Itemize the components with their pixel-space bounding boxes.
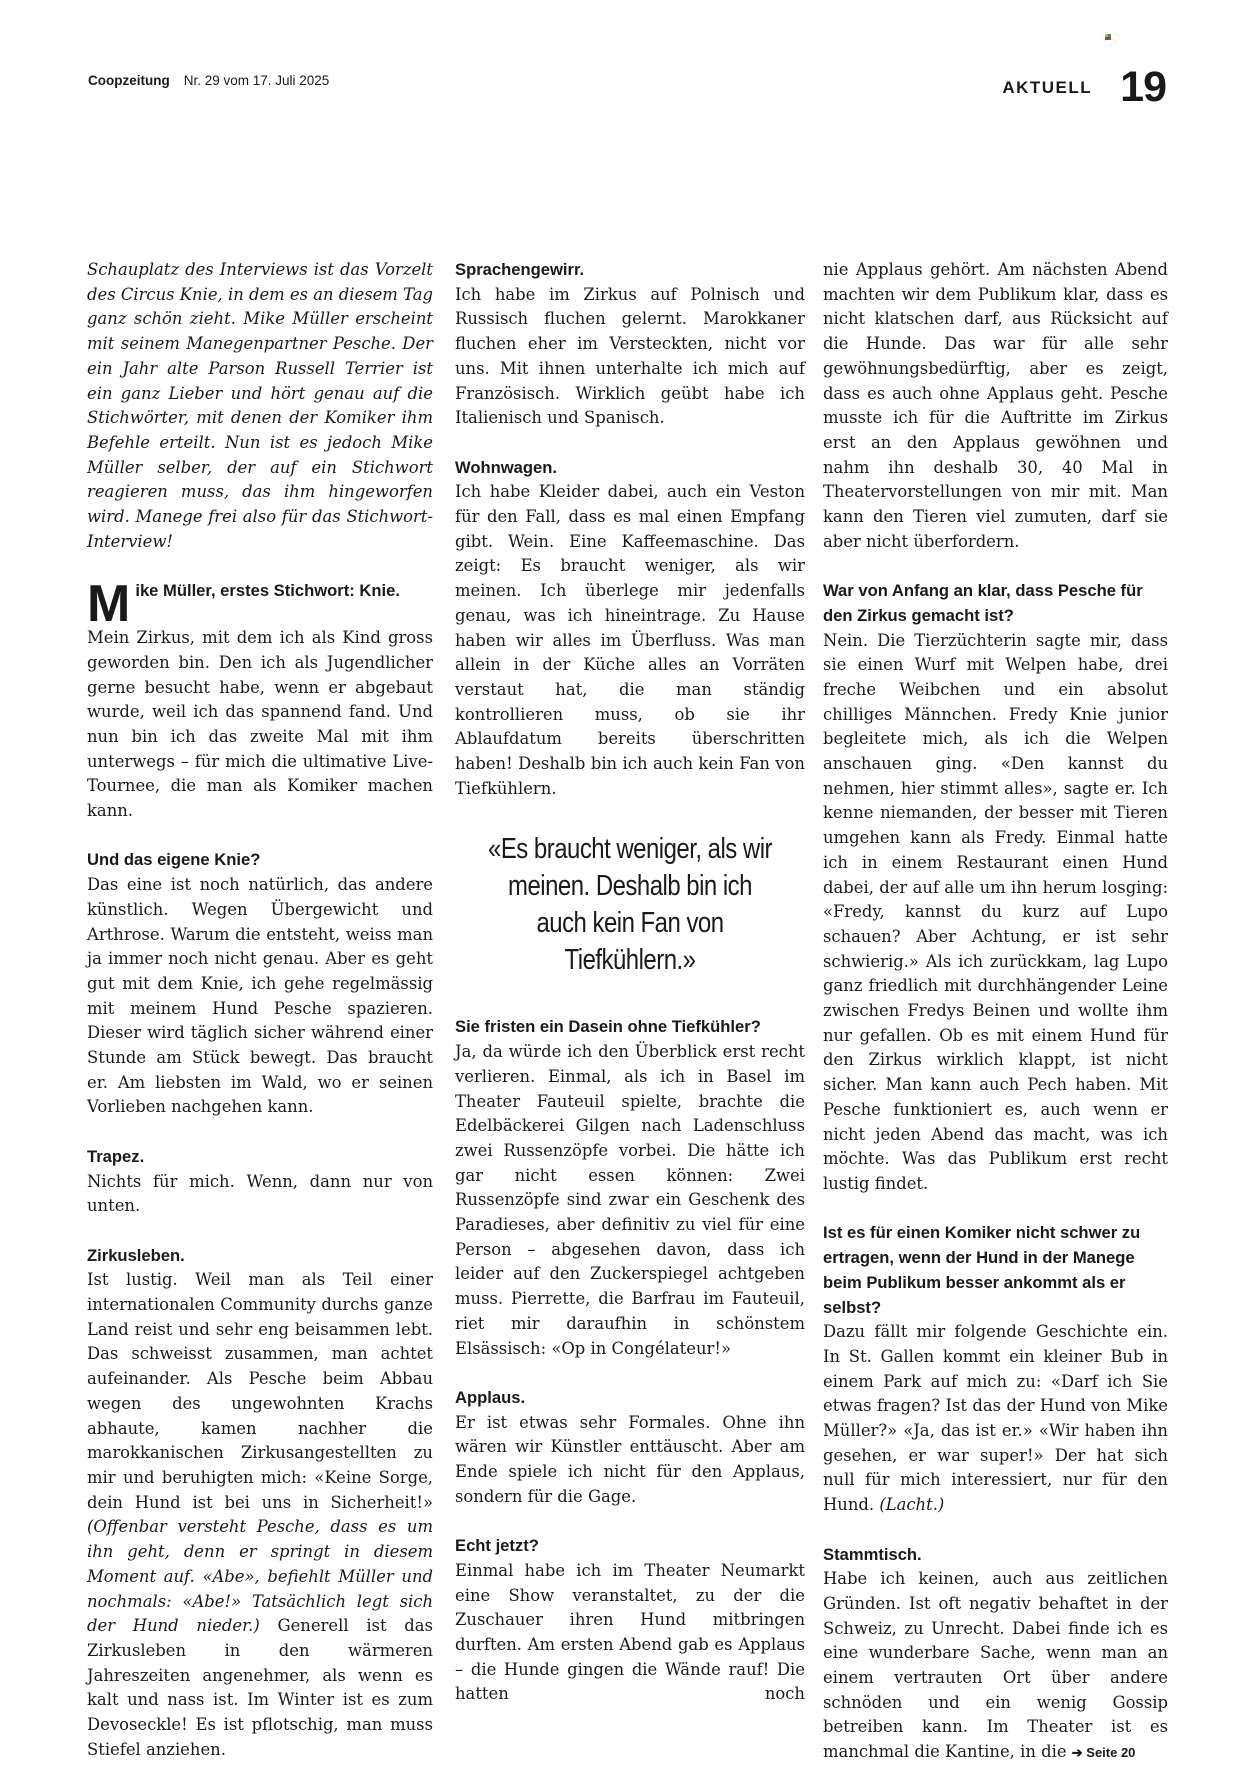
question-applaus: Applaus. <box>455 1387 526 1407</box>
question-sprachengewirr: Sprachengewirr. <box>455 260 585 279</box>
column-3 <box>823 258 1168 1766</box>
column-1 <box>87 258 433 1762</box>
answer-wohnwagen: Ich habe Kleider dabei, auch ein Veston für den Fall, dass es mal einen Empfang gibt. Wein. Eine Kaffeemaschine. Das zeigt: Es braucht weniger, als wir meinen. Ich überlege mir jedenfalls genau, was ich hineintrage. Zu Hause haben wir alles im Überfluss. Was man allein in der Küche alles an Vorräten verstaut hat, die man ständig kontrollieren muss, ob sie ihr Ablaufdatum bereits überschritten haben! Deshalb bin ich auch kein Fan von Tiefkühlern. <box>455 482 805 798</box>
answer-eigene-knie: Das eine ist noch natürlich, das andere künstlich. Wegen Übergewicht und Arthrose. Warum die entsteht, weiss man ja immer noch nicht genau. Aber es geht gut mit dem Knie, ich gehe regelmässig mit meinem Hund Pesche spazieren. Dieser wird täglich sicher während einer Stunde am Stück bewegt. Das braucht er. Am liebsten im Wald, wo er seinen Vorlieben nachgehen kann. <box>87 875 433 1117</box>
page-number: 19 <box>1120 63 1166 111</box>
answer-zirkusleben-part1: Ist lustig. Weil man als Teil einer internationalen Community durchs ganze Land reist und sehr eng beisammen lebt. Das schweisst zusammen, man achtet aufeinander. Als Pesche beim Abbau wegen des ungewohnten Krachs abhaute, kamen nachher die marokkanischen Zirkusangestellten zu mir und beruhigten mich: «Keine Sorge, dein Hund ist bei uns in Sicherheit!» <box>87 1270 433 1512</box>
page-header-right <box>1002 63 1166 111</box>
question-komiker: Ist es für einen Komiker nicht schwer zu ertragen, wenn der Hund in der Manege beim Publikum besser ankommt als er selbst? <box>823 1223 1141 1317</box>
pull-quote: «Es braucht weniger, als wir meinen. Deshalb bin ich auch kein Fan von Tiefkühlern.» <box>488 833 772 977</box>
question-trapez: Trapez. <box>87 1146 145 1166</box>
lead-heading: ike Müller, erstes Stichwort: Knie. <box>135 581 400 601</box>
answer-trapez: Nichts für mich. Wenn, dann nur von unten. <box>87 1171 433 1216</box>
question-eigene-knie: Und das eigene Knie? <box>87 850 261 870</box>
answer-sprachengewirr: Ich habe im Zirkus auf Polnisch und Russisch fluchen gelernt. Marokkaner fluchen eher im Versteckten, nicht vor uns. Mit ihnen unterhalte ich mich auf Französisch. Wirklich geübt habe ich Italienisch und Spanisch. <box>455 284 805 428</box>
answer-zirkusleben-part2: Generell ist das Zirkusleben in den wärmeren Jahreszeiten angenehmer, als wenn es kalt und nass ist. Im Winter ist es zum Devoseckle! Es ist pflotschig, man muss Stiefel anziehen. <box>87 1616 433 1759</box>
question-tiefkuehler: Sie fristen ein Dasein ohne Tiefkühler? <box>455 1017 761 1037</box>
answer-echt-jetzt-part1: Einmal habe ich im Theater Neumarkt eine Show veranstaltet, zu der die Zuschauer ihren Hund mitbringen durften. Am ersten Abend gab es Applaus – die Hunde gingen die Wände rauf! Die hatten noch <box>455 1560 805 1704</box>
answer-stammtisch <box>823 1567 1168 1766</box>
lead-block <box>87 575 433 824</box>
print-color-mark <box>1105 34 1112 41</box>
column-2 <box>455 258 805 1707</box>
publication-name: Coopzeitung <box>88 73 170 88</box>
question-stammtisch: Stammtisch. <box>823 1544 922 1564</box>
question-echt-jetzt: Echt jetzt? <box>455 1536 539 1556</box>
answer-echt-jetzt-part2: nie Applaus gehört. Am nächsten Abend machten wir dem Publikum klar, dass es nicht klatschen darf, aus Rücksicht auf die Hunde. Das war für alle sehr gewöhnungsbedürftig, aber es zeigt, dass es auch ohne Applaus geht. Pesche musste ich für die Auftritte im Zirkus erst an den Applaus gewöhnen und nahm ihn deshalb 30, 40 Mal in Theatervorstellungen von mir mit. Man kann den Tieren viel zumuten, darf sie aber nicht überfordern. <box>823 260 1168 551</box>
answer-zirkusleben <box>87 1268 433 1762</box>
answer-stammtisch-text: Habe ich keinen, auch aus zeitlichen Gründen. Ist oft negativ behaftet in der Schweiz, zu Unrecht. Dabei finde ich es eine wunderbare Sache, wenn man an einem vertrauten Ort über andere schnöden und ein wenig Gossip betreiben kann. Im Theater ist es manchmal die Kantine, in die <box>823 1569 1168 1762</box>
lead-body: Mein Zirkus, mit dem ich als Kind gross geworden bin. Den ich als Jugendlicher gerne besucht habe, wenn er abgebaut wurde, weil ich das spannend fand. Und nun bin ich das zweite Mal mit ihm unterwegs – für mich die ultimative Live-Tournee, die man als Komiker machen kann. <box>87 628 433 821</box>
intro-paragraph: Schauplatz des Interviews ist das Vorzelt des Circus Knie, in dem es an diesem Tag ganz schön zieht. Mike Müller erscheint mit seinem Manegenpartner Pesche. Der ein Jahr alte Parson Russell Terrier ist ein ganz Lieber und hört genau auf die Stichwörter, mit denen der Komiker ihm Befehle erteilt. Nun ist es jedoch Mike Müller selber, der auf ein Stichwort reagieren muss, das ihm hingeworfen wird. Manege frei also für das Stichwort-Interview! <box>87 260 433 551</box>
answer-komiker <box>823 1320 1168 1518</box>
question-wohnwagen: Wohnwagen. <box>455 457 558 477</box>
answer-komiker-aside: (Lacht.) <box>879 1495 945 1515</box>
question-zirkusleben: Zirkusleben. <box>87 1245 185 1265</box>
answer-komiker-text: Dazu fällt mir folgende Geschichte ein. In St. Gallen kommt ein kleiner Bub in einem Park auf mich zu: «Darf ich Sie etwas fragen? Ist das der Hund von Mike Müller?» «Ja, das ist er.» «Wir haben ihn gesehen, er war super!» Der hat sich null für mich interessiert, nur für den Hund. <box>823 1322 1168 1515</box>
dropcap: M <box>87 575 131 634</box>
answer-applaus: Er ist etwas sehr Formales. Ohne ihn wären wir Künstler enttäuscht. Aber am Ende spiele ich nicht für den Applaus, sondern für die Gage. <box>455 1412 805 1506</box>
answer-zirkusleben-aside: (Offenbar versteht Pesche, dass es um ihn geht, denn er springt in diesem Moment auf. «Abe», befiehlt Müller und nochmals: «Abe!» Tatsächlich legt sich der Hund nieder.) <box>87 1517 433 1636</box>
answer-pesche-zirkus: Nein. Die Tierzüchterin sagte mir, dass sie einen Wurf mit Welpen habe, drei freche Weibchen und ein absolut chilliges Männchen. Fredy Knie junior begleitete mich, als ich die Welpen anschauen ging. «Den kannst du nehmen, hier stimmt alles», sagte er. Ich kenne niemanden, der besser mit Tieren umgehen kann als Fredy. Einmal hatte ich in einem Restaurant einen Hund dabei, der auf alle um ihn herum losging: «Fredy, kannst du kurz auf Lupo schauen? Aber Achtung, er ist sehr schwierig.» Als ich zurückkam, lag Lupo ganz friedlich mit durchhängender Leine zwischen Fredys Beinen und wollte ihm nur gefallen. Ob es mit einem Hund für den Zirkus wirklich klappt, ist nicht sicher. Man kann auch Pech haben. Mit Pesche funktioniert es, auch wenn er nicht jeden Abend das macht, was ich möchte. Was das Publikum erst recht lustig findet. <box>823 630 1168 1193</box>
section-label: AKTUELL <box>1002 77 1093 97</box>
page-header-left <box>88 73 329 88</box>
answer-tiefkuehler: Ja, da würde ich den Überblick erst recht verlieren. Einmal, als ich in Basel im Theater Fauteuil spielte, brachte die Edelbäckerei Gilgen nach Ladenschluss zwei Russenzöpfe vorbei. Die hätte ich gar nicht essen können: Zwei Russenzöpfe sind zwar ein Geschenk des Paradieses, aber definitiv zu viel für eine Person – abgesehen davon, dass ich leider auf den Zuckerspiegel achtgeben muss. Pierrette, die Barfrau im Fauteuil, riet mir daraufhin in schönstem Elsässisch: «Op in Congélateur!» <box>455 1042 805 1358</box>
issue-info: Nr. 29 vom 17. Juli 2025 <box>183 73 330 88</box>
continued-on-page-link[interactable]: ➔ Seite 20 <box>1071 1745 1136 1761</box>
question-pesche-zirkus: War von Anfang an klar, dass Pesche für den Zirkus gemacht ist? <box>823 581 1143 625</box>
